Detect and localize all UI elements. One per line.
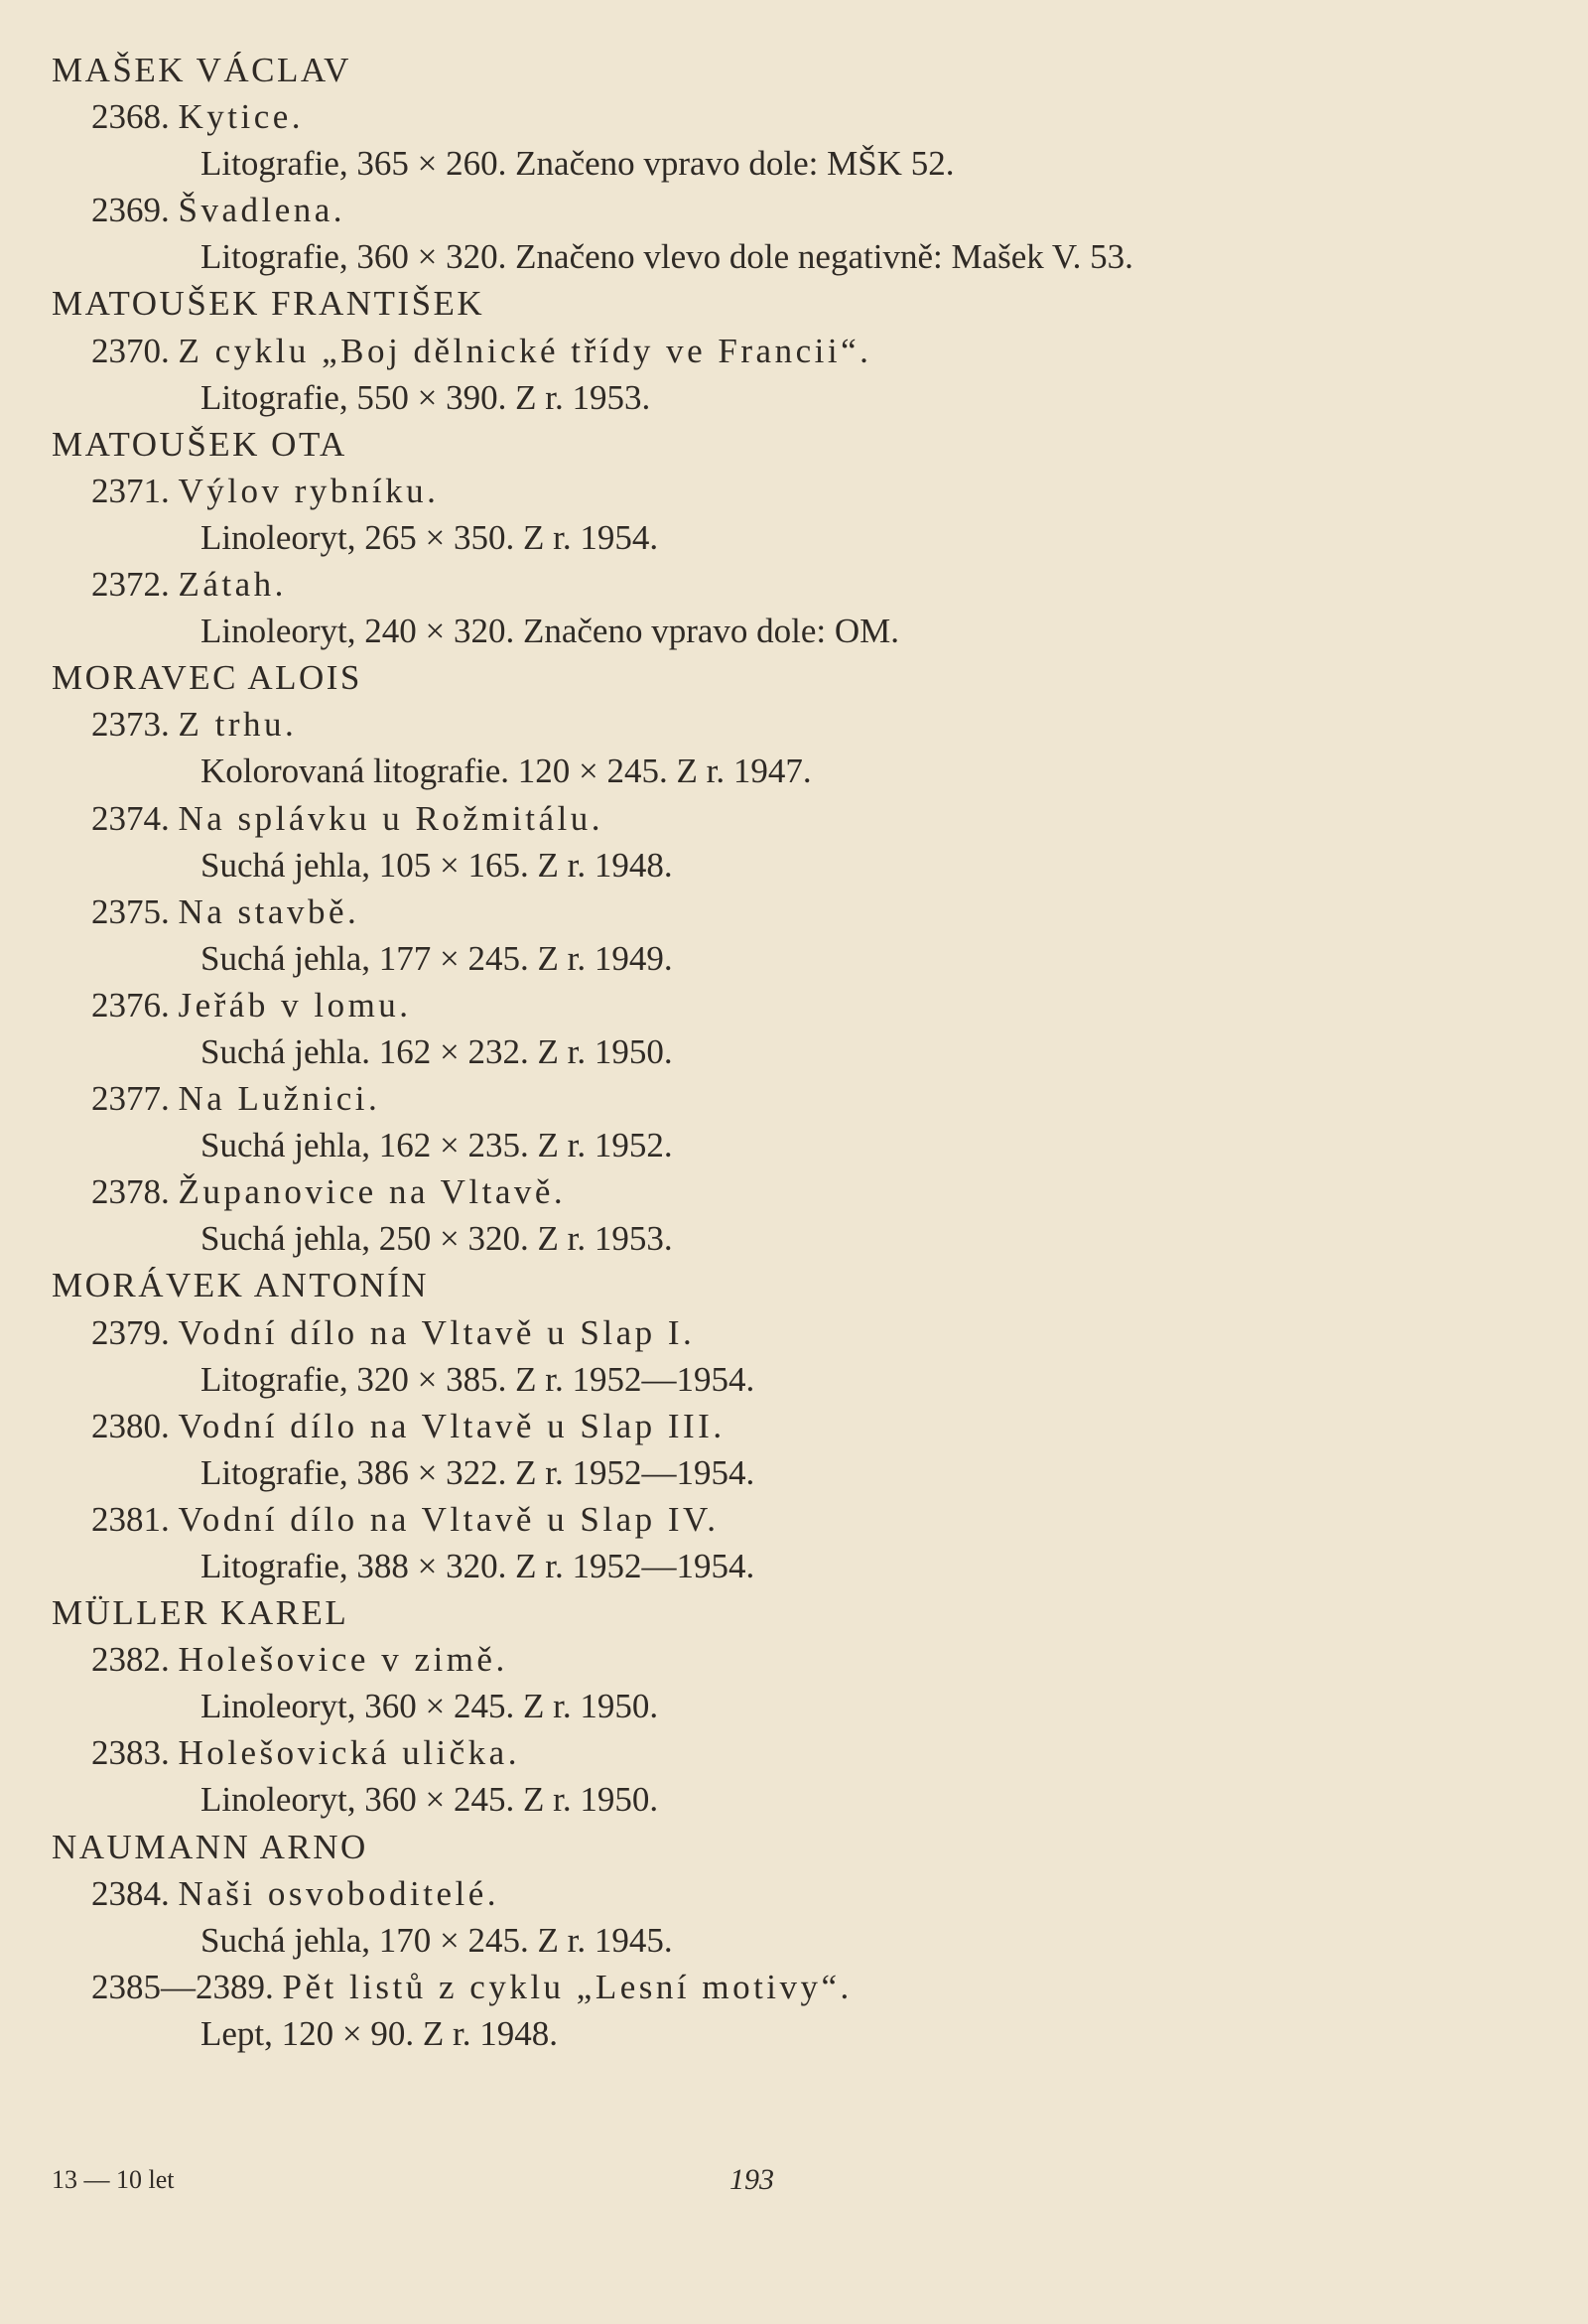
work-number: 2368. (91, 97, 170, 137)
work-title: Švadlena. (178, 191, 346, 230)
work-description: Lept, 120 × 90. Z r. 1948. (200, 2013, 558, 2053)
artist-name: MORÁVEK ANTONÍN (52, 1266, 430, 1305)
artist-name: MATOUŠEK FRANTIŠEK (52, 284, 485, 324)
work-entry (52, 889, 1540, 935)
work-title: Kytice. (178, 97, 305, 137)
work-title: Holešovická ulička. (178, 1733, 520, 1773)
work-title: Z trhu. (178, 705, 298, 745)
work-entry (52, 1496, 1540, 1543)
work-entry (52, 1309, 1540, 1356)
work-number: 2370. (91, 331, 170, 370)
work-entry (52, 795, 1540, 842)
work-title: Zátah. (178, 565, 287, 605)
work-number: 2373. (91, 705, 170, 745)
work-title: Holešovice v zimě. (178, 1640, 508, 1680)
work-entry (52, 1636, 1540, 1683)
work-number: 2374. (91, 798, 170, 838)
work-number: 2375. (91, 891, 170, 931)
work-entry (52, 328, 1540, 374)
work-entry (52, 982, 1540, 1028)
work-title: Výlov rybníku. (178, 471, 440, 510)
work-number: 2372. (91, 565, 170, 605)
work-description: Linoleoryt, 360 × 245. Z r. 1950. (200, 1780, 659, 1820)
work-entry (52, 1075, 1540, 1122)
work-description: Suchá jehla, 170 × 245. Z r. 1945. (200, 1920, 673, 1960)
work-description: Litografie, 320 × 385. Z r. 1952—1954. (200, 1359, 755, 1399)
artist-name: MORAVEC ALOIS (52, 658, 362, 698)
work-description: Linoleoryt, 265 × 350. Z r. 1954. (200, 517, 659, 557)
work-number: 2369. (91, 191, 170, 230)
work-description: Litografie, 388 × 320. Z r. 1952—1954. (200, 1547, 755, 1585)
work-title: Na stavbě. (178, 891, 360, 931)
work-entry (52, 561, 1540, 608)
work-description: Suchá jehla, 177 × 245. Z r. 1949. (200, 938, 673, 978)
work-entry (52, 1729, 1540, 1776)
work-number: 2384. (91, 1873, 170, 1913)
artist-name: MATOUŠEK OTA (52, 424, 347, 464)
work-title: Na splávku u Rožmitálu. (178, 798, 604, 838)
work-title: Naši osvoboditelé. (178, 1873, 500, 1913)
work-number: 2383. (91, 1733, 170, 1773)
work-entry (52, 468, 1540, 514)
work-number: 2385—2389. (91, 1967, 274, 2006)
artist-name: MAŠEK VÁCLAV (52, 51, 351, 89)
work-title: Na Lužnici. (178, 1079, 381, 1119)
work-entry (52, 1168, 1540, 1215)
work-number: 2378. (91, 1172, 170, 1212)
work-number: 2382. (91, 1640, 170, 1680)
artist-name: MÜLLER KAREL (52, 1593, 349, 1633)
work-title: Z cyklu „Boj dělnické třídy ve Francii“. (178, 331, 872, 370)
artist-name: NAUMANN ARNO (52, 1827, 368, 1866)
catalog-entries (52, 47, 1540, 2057)
printer-signature: 13 — 10 let (52, 2165, 175, 2194)
work-description: Litografie, 365 × 260. Značeno vpravo dole: MŠK 52. (200, 144, 955, 184)
work-description: Suchá jehla. 162 × 232. Z r. 1950. (200, 1031, 673, 1071)
work-entry (52, 187, 1540, 233)
work-number: 2377. (91, 1079, 170, 1119)
work-title: Pět listů z cyklu „Lesní motivy“. (282, 1967, 853, 2006)
work-title: Vodní dílo na Vltavě u Slap I. (178, 1312, 696, 1352)
work-entry (52, 701, 1540, 748)
work-number: 2376. (91, 985, 170, 1025)
work-description: Suchá jehla, 105 × 165. Z r. 1948. (200, 845, 673, 885)
work-description: Kolorovaná litografie. 120 × 245. Z r. 1947. (200, 752, 812, 791)
work-entry (52, 1870, 1540, 1917)
work-title: Vodní dílo na Vltavě u Slap IV. (178, 1499, 720, 1539)
work-number: 2379. (91, 1312, 170, 1352)
work-number: 2381. (91, 1499, 170, 1539)
work-description: Litografie, 360 × 320. Značeno vlevo dole negativně: Mašek V. 53. (200, 237, 1133, 277)
work-entry (52, 93, 1540, 140)
work-description: Suchá jehla, 250 × 320. Z r. 1953. (200, 1219, 673, 1259)
work-description: Suchá jehla, 162 × 235. Z r. 1952. (200, 1126, 673, 1165)
work-description: Linoleoryt, 360 × 245. Z r. 1950. (200, 1687, 659, 1726)
page-number: 193 (729, 2163, 774, 2196)
work-entry (52, 1964, 1540, 2010)
work-description: Linoleoryt, 240 × 320. Značeno vpravo dole: OM. (200, 612, 900, 651)
work-number: 2380. (91, 1406, 170, 1445)
work-title: Vodní dílo na Vltavě u Slap III. (178, 1406, 726, 1445)
work-description: Litografie, 386 × 322. Z r. 1952—1954. (200, 1452, 755, 1492)
work-title: Županovice na Vltavě. (178, 1172, 567, 1212)
work-description: Litografie, 550 × 390. Z r. 1953. (200, 377, 651, 417)
work-title: Jeřáb v lomu. (178, 985, 412, 1025)
work-number: 2371. (91, 471, 170, 510)
work-entry (52, 1403, 1540, 1449)
